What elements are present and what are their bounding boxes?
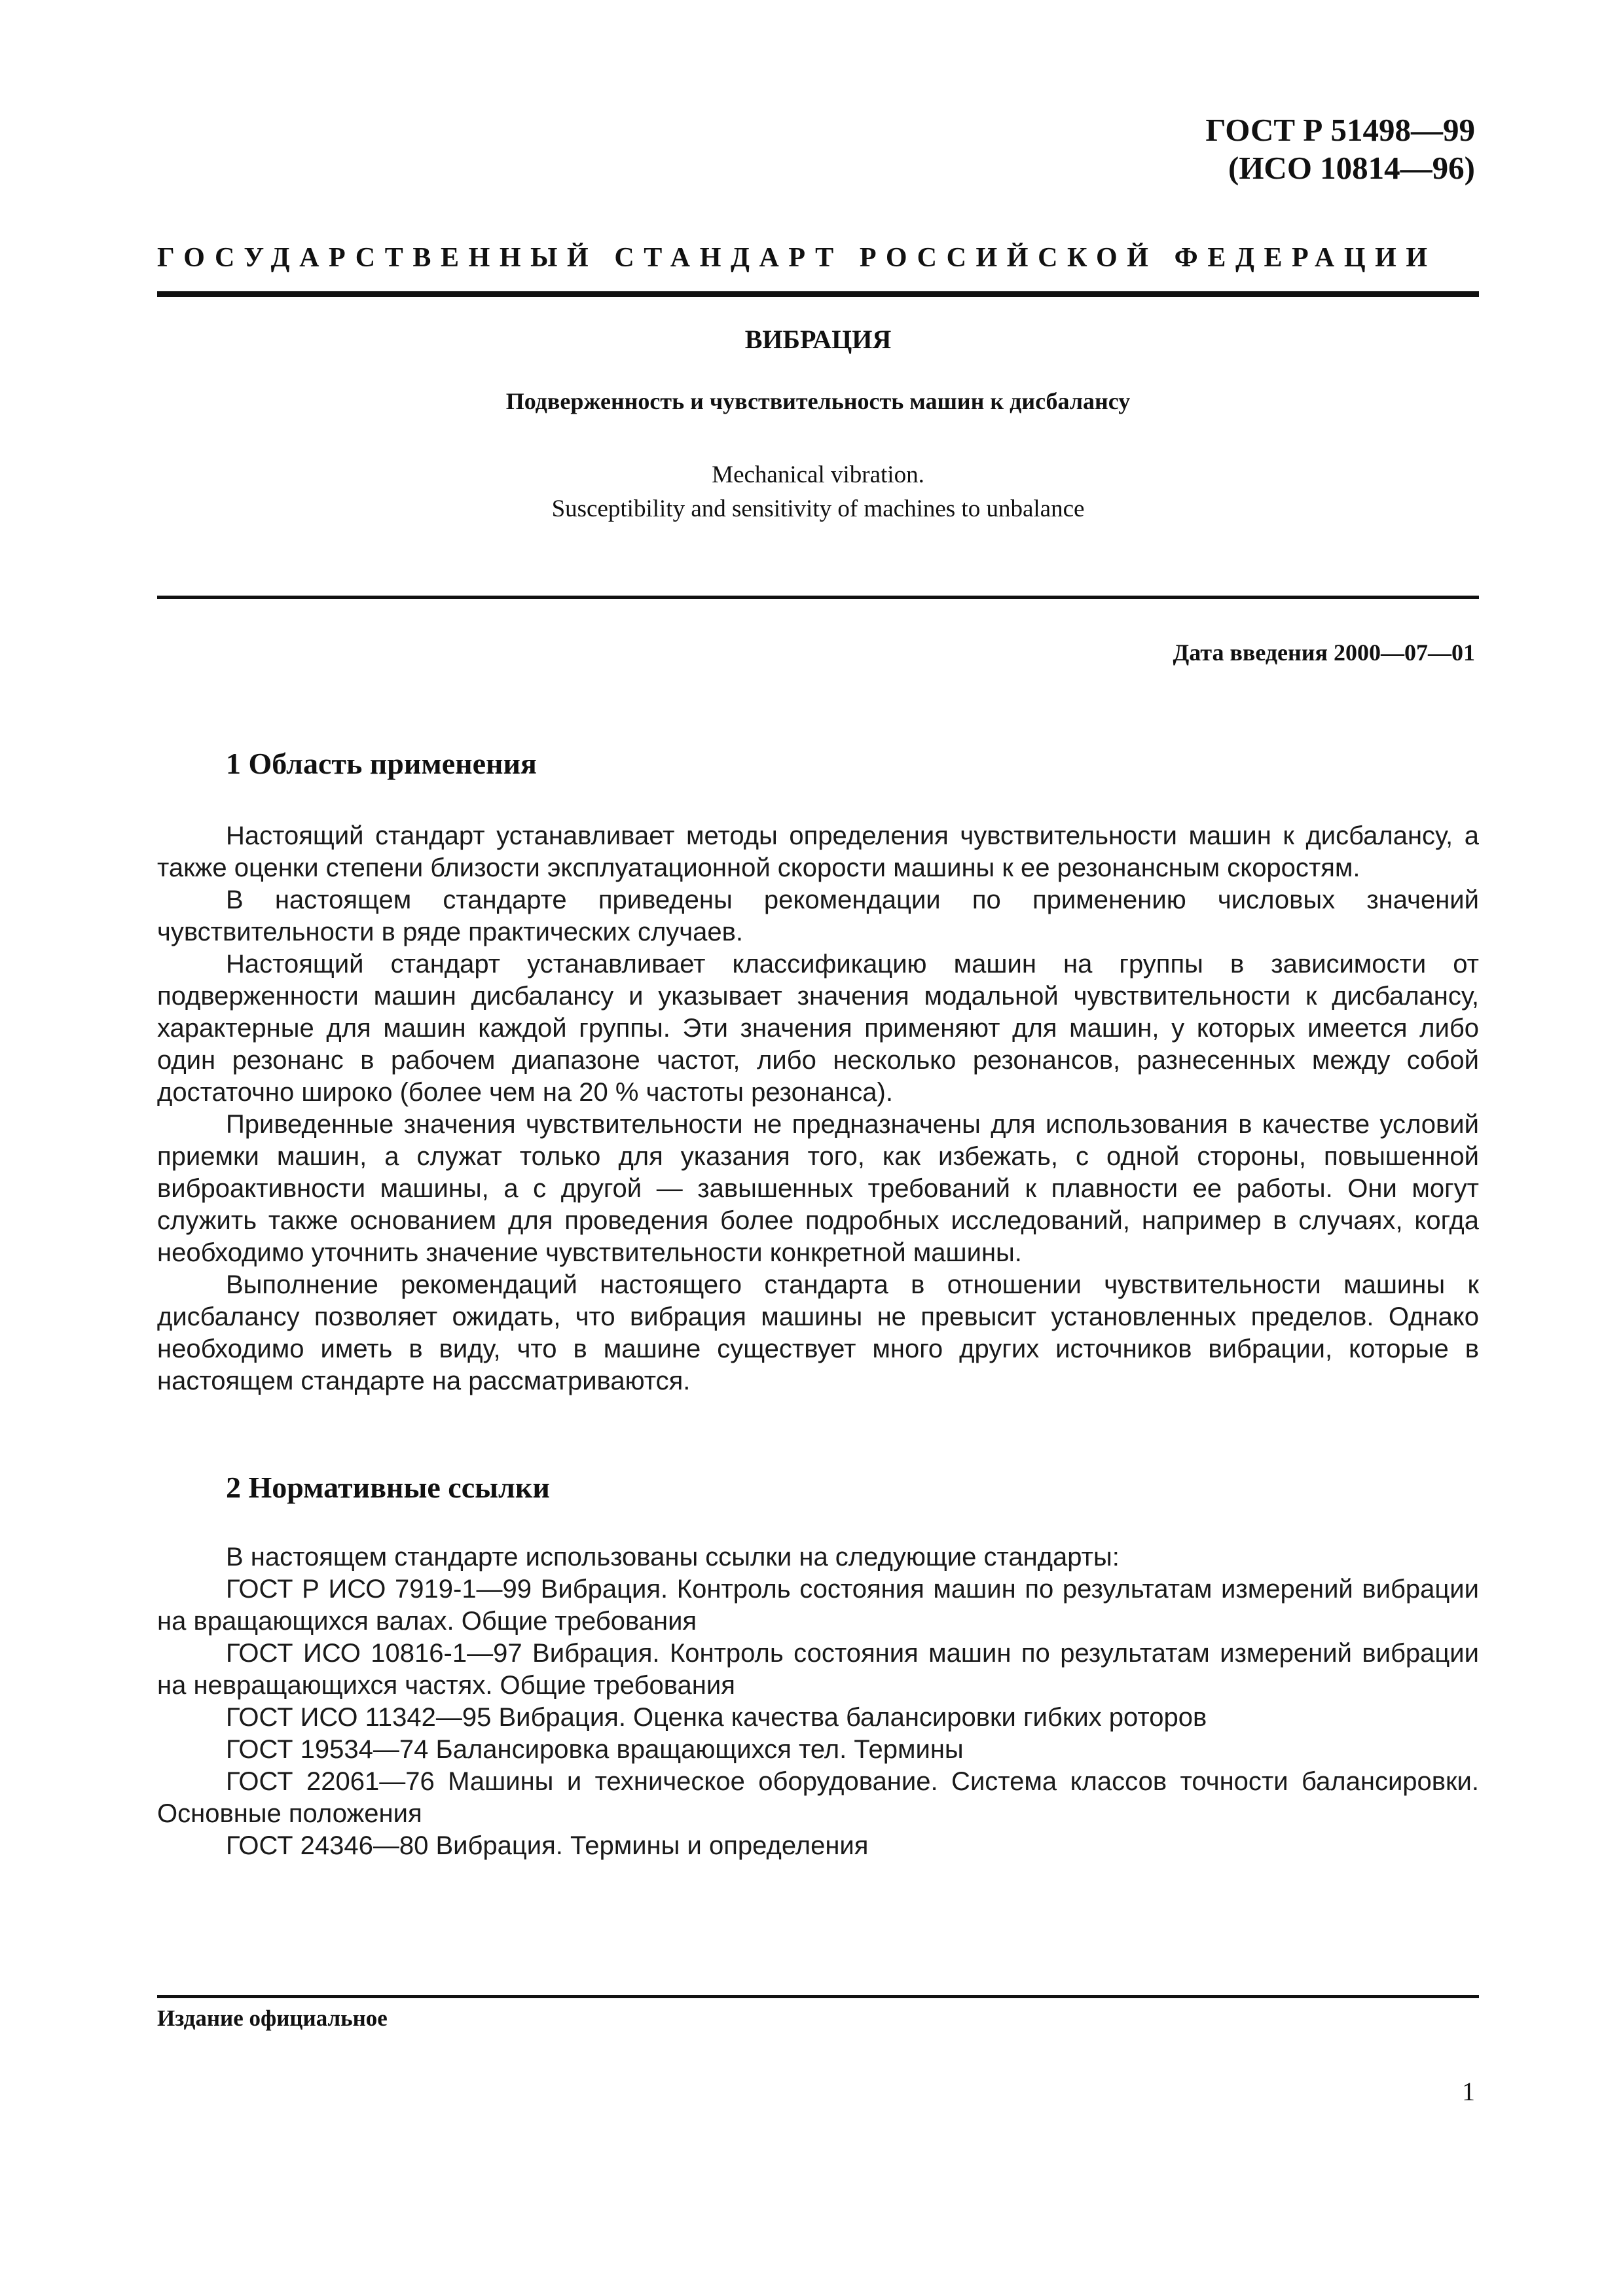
reference-item: ГОСТ 19534—74 Балансировка вращающихся тел. Термины xyxy=(226,1735,964,1764)
document-subtitle: Подверженность и чувствительность машин к дисбалансу xyxy=(505,388,1131,414)
intro-date: Дата введения 2000—07—01 xyxy=(1173,639,1475,666)
section-body-references xyxy=(157,1541,1479,1862)
paragraph: Настоящий стандарт устанавливает классификацию машин на группы в зависимости от подверженности машин дисбалансу и указывает значения модальной чувствительности к дисбалансу, характерные для машин каждой группы. Эти значения применяют для машин, у которых имеется либо один резонанс в рабочем диапазоне частот, либо несколько резонансов, разнесенных между собой достаточно широко (более чем на 20 % частоты резонанса). xyxy=(157,950,1479,1107)
designation-iso-number: (ИСО 10814—96) xyxy=(1228,150,1475,186)
header-divider xyxy=(157,291,1479,297)
reference-item: ГОСТ 22061—76 Машины и техническое оборудование. Система классов точности балансировки. Основные положения xyxy=(157,1767,1479,1828)
paragraph: Приведенные значения чувствительности не предназначены для использования в качестве условий приемки машин, а служат только для указания того, как избежать, с одной стороны, повышенной виброактивности машины, а с другой — завышенных требований к плавности ее работы. Они могут служить также основанием для проведения более подробных исследований, например в случаях, когда необходимо уточнить значение чувствительности конкретной машины. xyxy=(157,1110,1479,1267)
footer-divider xyxy=(157,1995,1479,1998)
title-divider xyxy=(157,596,1479,599)
reference-item: ГОСТ Р ИСО 7919-1—99 Вибрация. Контроль состояния машин по результатам измерений вибрации на вращающихся валах. Общие требования xyxy=(157,1575,1479,1636)
paragraph: В настоящем стандарте приведены рекомендации по применению числовых значений чувствительности в ряде практических случаев. xyxy=(157,886,1479,946)
edition-note: Издание официальное xyxy=(157,2005,388,2031)
document-title: ВИБРАЦИЯ xyxy=(744,325,892,354)
section-body-scope xyxy=(157,820,1479,1397)
english-title xyxy=(157,458,1479,526)
state-standard-heading: ГОСУДАРСТВЕННЫЙ СТАНДАРТ РОССИЙСКОЙ ФЕДЕРАЦИИ xyxy=(157,243,1437,273)
reference-item: ГОСТ ИСО 10816-1—97 Вибрация. Контроль состояния машин по результатам измерений вибрации на невращающихся частях. Общие требования xyxy=(157,1639,1479,1700)
designation-number: ГОСТ Р 51498—99 xyxy=(1205,112,1475,148)
paragraph: Настоящий стандарт устанавливает методы определения чувствительности машин к дисбалансу, а также оценки степени близости эксплуатационной скорости машины к ее резонансным скоростям. xyxy=(157,821,1479,882)
paragraph: В настоящем стандарте использованы ссылки на следующие стандарты: xyxy=(226,1543,1120,1571)
english-title-line-1: Mechanical vibration. xyxy=(712,461,924,488)
section-heading-scope: 1 Область применения xyxy=(226,747,537,780)
reference-item: ГОСТ 24346—80 Вибрация. Термины и определения xyxy=(226,1831,869,1860)
english-title-line-2: Susceptibility and sensitivity of machines to unbalance xyxy=(551,495,1085,522)
standard-designation xyxy=(1205,111,1475,187)
section-heading-references: 2 Нормативные ссылки xyxy=(226,1471,550,1504)
page-number: 1 xyxy=(1462,2077,1475,2106)
reference-item: ГОСТ ИСО 11342—95 Вибрация. Оценка качества балансировки гибких роторов xyxy=(226,1703,1207,1732)
paragraph: Выполнение рекомендаций настоящего стандарта в отношении чувствительности машины к дисбалансу позволяет ожидать, что вибрация машины не превысит установленных пределов. Однако необходимо иметь в виду, что в машине существует много других источников вибрации, которые в настоящем стандарте на рассматриваются. xyxy=(157,1270,1479,1395)
